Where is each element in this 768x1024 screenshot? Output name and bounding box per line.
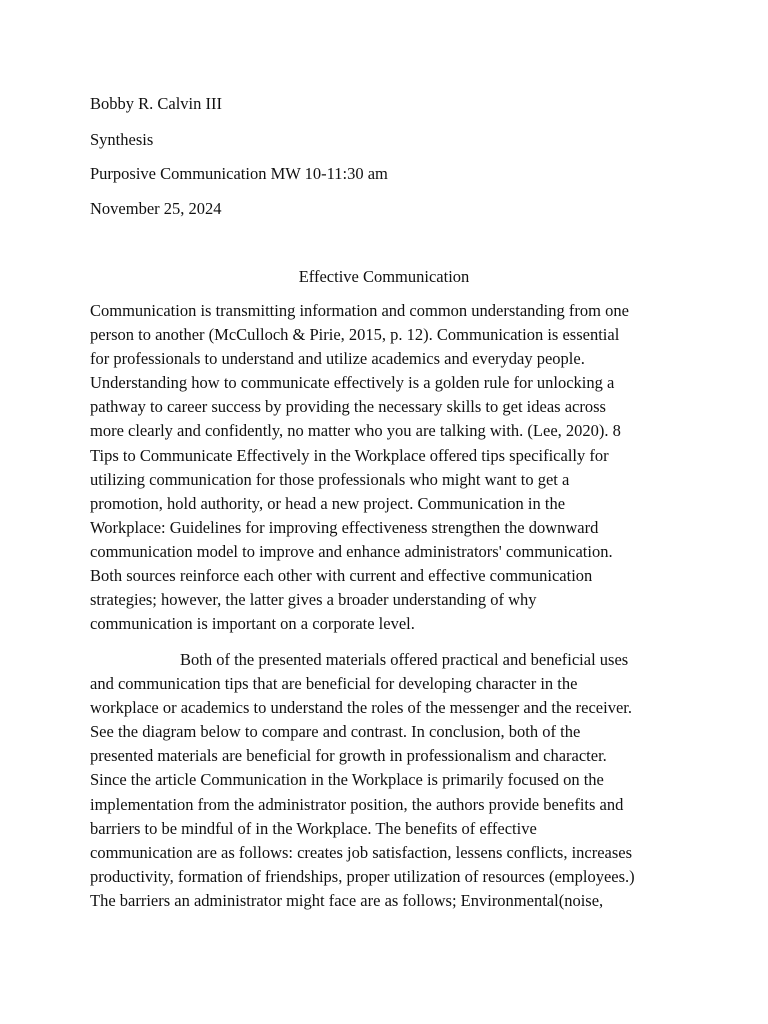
paragraph-line: See the diagram below to compare and contrast. In conclusion, both of the <box>90 722 581 742</box>
date: November 25, 2024 <box>90 199 222 218</box>
paragraph-line: Both sources reinforce each other with current and effective communication <box>90 566 593 586</box>
paragraph-line: Workplace: Guidelines for improving effectiveness strengthen the downward <box>90 517 599 537</box>
paragraph-1 <box>90 299 670 636</box>
paragraph-line: person to another (McCulloch & Pirie, 2015, p. 12). Communication is essential <box>90 325 620 345</box>
paragraph-line: Communication is transmitting information and common understanding from one <box>90 301 629 320</box>
paragraph-line: The barriers an administrator might face are as follows; Environmental(noise, <box>90 890 604 910</box>
paragraph-line: more clearly and confidently, no matter who you are talking with. (Lee, 2020). 8 <box>90 421 621 441</box>
paragraph-line: Since the article Communication in the Workplace is primarily focused on the <box>90 770 604 790</box>
paragraph-2 <box>90 648 670 913</box>
paragraph-line: for professionals to understand and utilize academics and everyday people. <box>90 349 585 369</box>
paragraph-line: implementation from the administrator position, the authors provide benefits and <box>90 794 624 814</box>
assignment-type: Synthesis <box>90 130 154 149</box>
paragraph-line: communication model to improve and enhance administrators' communication. <box>90 541 613 561</box>
paragraph-line: Tips to Communicate Effectively in the Workplace offered tips specifically for <box>90 445 609 465</box>
paragraph-line: workplace or academics to understand the roles of the messenger and the receiver. <box>90 698 632 718</box>
paragraph-line: strategies; however, the latter gives a broader understanding of why <box>90 590 537 610</box>
paragraph-line: communication are as follows: creates job satisfaction, lessens conflicts, increases <box>90 842 633 862</box>
document-title: Effective Communication <box>298 267 470 286</box>
paragraph-line: promotion, hold authority, or head a new project. Communication in the <box>90 493 566 513</box>
paragraph-line: Understanding how to communicate effectively is a golden rule for unlocking a <box>90 373 615 393</box>
paragraph-line: barriers to be mindful of in the Workplace. The benefits of effective <box>90 818 537 838</box>
paragraph-line: utilizing communication for those professionals who might want to get a <box>90 469 570 489</box>
paragraph-line: productivity, formation of friendships, proper utilization of resources (employees.) <box>90 866 635 886</box>
paragraph-line: pathway to career success by providing the necessary skills to get ideas across <box>90 397 606 417</box>
paragraph-line: Both of the presented materials offered practical and beneficial uses <box>180 650 629 669</box>
paragraph-line: communication is important on a corporate level. <box>90 614 415 634</box>
paragraph-line: and communication tips that are beneficial for developing character in the <box>90 674 578 694</box>
author-name: Bobby R. Calvin III <box>90 94 222 113</box>
paragraph-line: presented materials are beneficial for growth in professionalism and character. <box>90 746 607 766</box>
course-info: Purposive Communication MW 10-11:30 am <box>90 164 388 183</box>
